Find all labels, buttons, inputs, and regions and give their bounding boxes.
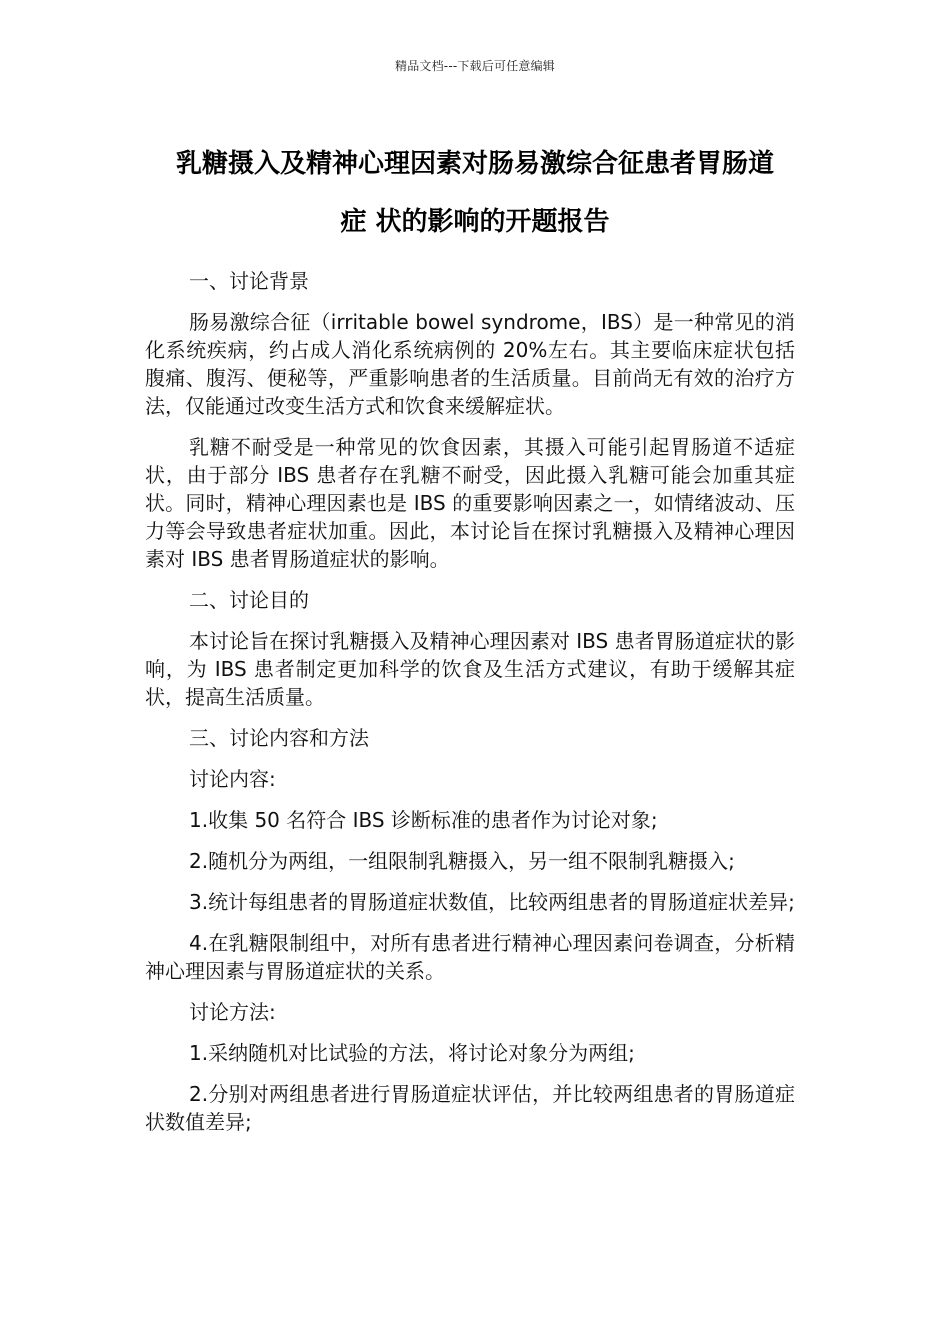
- section-heading-purpose: 二、讨论目的: [189, 588, 309, 612]
- purpose-paragraph: 本讨论旨在探讨乳糖摄入及精神心理因素对 IBS 患者胃肠道症状的影响，为 IBS 患者制定更加科学的饮食及生活方式建议，有助于缓解其症状，提高生活质量。: [145, 629, 795, 709]
- content-label: 讨论内容:: [189, 767, 276, 791]
- content-item-2: 2.随机分为两组，一组限制乳糖摄入，另一组不限制乳糖摄入;: [189, 849, 735, 873]
- content-item-1: 1.收集 50 名符合 IBS 诊断标准的患者作为讨论对象;: [189, 808, 658, 832]
- title-line-2: 症 状的影响的开题报告: [340, 207, 610, 237]
- method-item-2: 2.分别对两组患者进行胃肠道症状评估，并比较两组患者的胃肠道症状数值差异;: [145, 1082, 795, 1134]
- background-paragraph-2: 乳糖不耐受是一种常见的饮食因素，其摄入可能引起胃肠道不适症状，由于部分 IBS 患者存在乳糖不耐受，因此摄入乳糖可能会加重其症状。同时，精神心理因素也是 IBS 的重要影响因素之一，如情绪波动、压力等会导致患者症状加重。因此，本讨论旨在探讨乳糖摄入及精神心理因素对 IBS 患者胃肠道症状的影响。: [145, 435, 795, 571]
- method-item-1: 1.采纳随机对比试验的方法，将讨论对象分为两组;: [189, 1041, 635, 1065]
- document-body: [145, 267, 795, 1149]
- section-heading-background: 一、讨论背景: [189, 269, 309, 293]
- method-label: 讨论方法:: [189, 1000, 276, 1024]
- title-line-1: 乳糖摄入及精神心理因素对肠易激综合征患者胃肠道: [175, 149, 774, 179]
- header-note: 精品文档---下载后可任意编辑: [395, 59, 555, 73]
- content-item-3: 3.统计每组患者的胃肠道症状数值，比较两组患者的胃肠道症状差异;: [189, 890, 795, 914]
- document-title: [120, 135, 830, 251]
- content-item-4: 4.在乳糖限制组中，对所有患者进行精神心理因素问卷调查，分析精神心理因素与胃肠道症状的关系。: [145, 931, 795, 983]
- background-paragraph-1: 肠易激综合征（irritable bowel syndrome，IBS）是一种常见的消化系统疾病，约占成人消化系统病例的 20%左右。其主要临床症状包括腹痛、腹泻、便秘等，严重影响患者的生活质量。目前尚无有效的治疗方法，仅能通过改变生活方式和饮食来缓解症状。: [145, 310, 795, 418]
- section-heading-methods: 三、讨论内容和方法: [189, 726, 369, 750]
